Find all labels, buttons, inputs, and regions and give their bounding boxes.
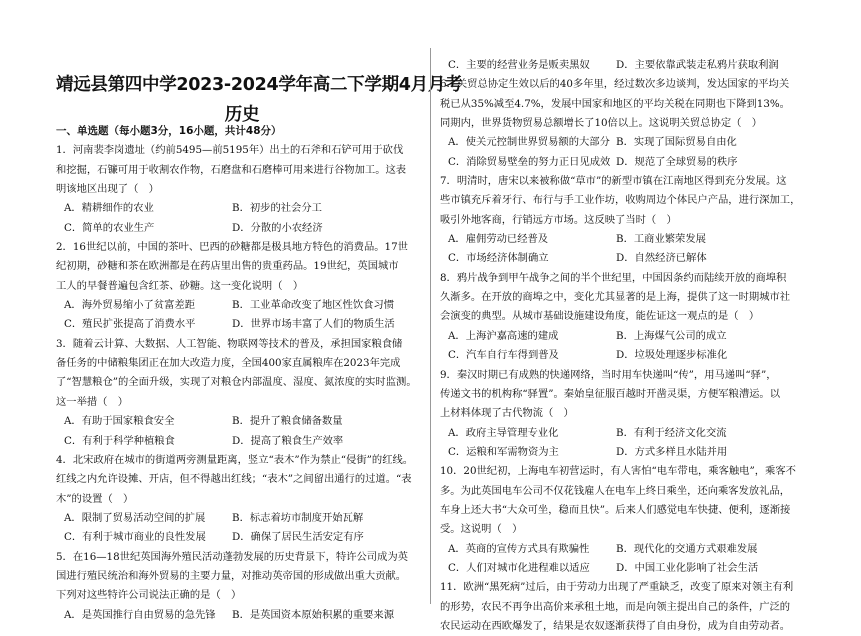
answer-options-row <box>56 315 428 334</box>
answer-option: B．上海煤气公司的成立 <box>616 329 727 342</box>
question-text-line: 会演变的典型。从城市基础设施建设角度，能佐证这一观点的是（ ） <box>440 310 760 323</box>
answer-option: B．有利于经济文化交流 <box>616 426 727 439</box>
answer-option: D．主要依靠武装走私鸦片获取利润 <box>616 59 779 71</box>
answer-options-row <box>440 56 812 75</box>
answer-option: A．海外贸易缩小了贫富差距 <box>64 299 195 312</box>
question-text-line: 和挖掘，石镰可用于收割农作物，石磨盘和石磨棒可用来进行谷物加工。这表 <box>56 163 407 176</box>
right-column <box>440 0 812 632</box>
answer-options-row <box>56 296 428 315</box>
answer-option: C．有利于城市商业的良性发展 <box>64 531 206 544</box>
answer-option: D．提高了粮食生产效率 <box>232 434 344 447</box>
answer-option: A．英商的宣传方式具有欺骗性 <box>448 542 590 555</box>
answer-options-row <box>440 559 812 578</box>
question-text-line: 2．16世纪以前，中国的茶叶、巴西的砂糖都是极具地方特色的消费品。17世 <box>56 241 408 254</box>
answer-option: B．提升了粮食储备数量 <box>232 415 343 428</box>
question-text-line: 税已从35%减至4.7%，发展中国家和地区的平均关税在同期也下降到13%。 <box>440 97 790 110</box>
answer-option: C．主要的经营业务是贩卖黑奴 <box>448 59 590 71</box>
question-text-line: 4．北宋政府在城市的街道两旁测量距离，竖立“表木”作为禁止“侵街”的红线。 <box>56 453 414 466</box>
answer-option: D．自然经济已解体 <box>616 252 707 265</box>
question-text-line: 些市镇充斥着牙行、布行与手工业作坊，收购周边个体民户产品，进行深加工， <box>440 194 801 207</box>
answer-option: C．殖民扩张提高了消费水平 <box>64 318 196 331</box>
answer-options-row <box>440 153 812 172</box>
answer-option: D．规范了全球贸易的秩序 <box>616 155 738 168</box>
answer-options-row <box>440 230 812 249</box>
question-text-line: 明该地区出现了（ ） <box>56 183 159 196</box>
answer-option: B．工商业繁荣发展 <box>616 233 706 246</box>
answer-option: C．消除贸易壁垒的努力正日见成效 <box>448 155 611 168</box>
question-text-line: 纪初期，砂糖和茶在欧洲都是在药店里出售的贵重药品。19世纪，英国城市 <box>56 260 399 273</box>
answer-options-row <box>440 540 812 559</box>
answer-options-row <box>56 199 428 218</box>
section-header: 一、单选题（每小题3分，16小题，共计48分） <box>56 125 282 137</box>
answer-options-row <box>56 509 428 528</box>
question-text-line: 3．随着云计算、大数据、人工智能、物联网等技术的普及，承担国家粮食储 <box>56 337 403 350</box>
answer-options-row <box>56 432 428 451</box>
question-text-line: 11．欧洲“黑死病”过后，由于劳动力出现了严重缺乏，改变了原来对领主有利 <box>440 581 794 594</box>
question-text-line: 10．20世纪初，上海电车初营运时，有人害怕“电车带电，乘客触电”，乘客不 <box>440 465 796 478</box>
answer-option: A．政府主导管理专业化 <box>448 426 559 439</box>
question-text-line: 同期内，世界货物贸易总额增长了10倍以上。这说明关贸总协定（ ） <box>440 117 763 130</box>
answer-option: D．方式多样且水陆并用 <box>616 445 728 458</box>
answer-option: D．分散的小农经济 <box>232 221 323 234</box>
answer-options-row <box>440 443 812 462</box>
answer-option: D．世界市场丰富了人们的物质生活 <box>232 318 395 331</box>
question-text-line: 吸引外地客商，行销远方市场。这反映了当时（ ） <box>440 213 677 226</box>
question-text-line: 久渐多。在开放的商埠之中，变化尤其显著的是上海，提供了这一时期城市社 <box>440 291 791 304</box>
question-text-line: 上材料体现了古代物流（ ） <box>440 407 574 420</box>
answer-option: D．确保了居民生活安定有序 <box>232 531 364 544</box>
question-text-line: 木”的设置（ ） <box>56 492 134 505</box>
question-text-line: 备任务的中储粮集团正在加大改造力度，全国400家直属粮库在2023年完成 <box>56 357 401 370</box>
answer-options-row <box>56 606 428 625</box>
question-text-line: 7．明清时，唐宋以来被称做“草市”的新型市镇在江南地区得到充分发展。这 <box>440 175 787 188</box>
question-text-line: 受。这说明（ ） <box>440 523 523 536</box>
question-text-line: 下列对这些特许公司说法正确的是（ ） <box>56 589 242 602</box>
question-text-line: 红线之内允许设摊、开店，但不得越出红线；“表木”之间留出通行的过道。“表 <box>56 473 412 486</box>
question-text-line: 8．鸦片战争到甲午战争之间的半个世纪里，中国因条约而陆续开放的商埠积 <box>440 271 787 284</box>
question-text-line: 这一举措（ ） <box>56 395 129 408</box>
question-text-line: 传递文书的机构称“驿置”。秦始皇征服百越时开凿灵渠，方便军粮漕运。以 <box>440 387 781 400</box>
question-text-line: 的形势，农民不再争出高价来承租土地，而是向领主提出自己的条件，广泛的 <box>440 600 791 613</box>
answer-option: C．人们对城市化进程难以适应 <box>448 561 590 574</box>
answer-option: B．是英国资本原始积累的重要来源 <box>232 608 395 621</box>
left-column-content <box>56 122 428 625</box>
answer-options-row <box>440 327 812 346</box>
question-text-line: 车身上还大书“大众可坐，稳而且快”。后来人们感觉电车快捷、便利，逐渐接 <box>440 503 791 516</box>
question-text-line: 多。为此英国电车公司不仅花钱雇人在电车上终日乘坐，还向乘客发放礼品， <box>440 484 791 497</box>
answer-options-row <box>440 249 812 268</box>
column-divider <box>430 48 431 604</box>
answer-option: B．标志着坊市制度开始瓦解 <box>232 511 364 524</box>
answer-option: A．限制了贸易活动空间的扩展 <box>64 511 206 524</box>
answer-option: A．使关元控制世界贸易额的大部分 <box>448 136 610 149</box>
right-column-content <box>440 56 812 636</box>
question-text-line: 工人的早餐普遍包含红茶、砂糖。这一变化说明（ ） <box>56 279 304 292</box>
answer-option: B．工业革命改变了地区性饮食习惯 <box>232 299 395 312</box>
answer-options-row <box>440 424 812 443</box>
exam-title: 靖远县第四中学2023-2024学年高二下学期4月月考 <box>56 75 463 95</box>
question-text-line: 了“智慧粮仓”的全面升级，实现了对粮仓内部温度、湿度、氮浓度的实时监测。 <box>56 376 417 389</box>
answer-options-row <box>56 412 428 431</box>
subject-title: 历史 <box>224 105 260 125</box>
answer-option: C．运粮和军需物资为主 <box>448 445 559 458</box>
question-text-line: 6．关贸总协定生效以后的40多年里，经过数次多边谈判，发达国家的平均关 <box>440 78 790 91</box>
answer-option: B．现代化的交通方式艰难发展 <box>616 542 758 555</box>
question-text-line: 9．秦汉时期已有成熟的快递网络，当时用车快递叫“传”，用马递叫“驿”， <box>440 368 777 381</box>
question-text-line: 5．在16—18世纪英国海外殖民活动蓬勃发展的历史背景下，特许公司成为英 <box>56 550 408 563</box>
left-column <box>56 0 463 621</box>
answer-option: A．有助于国家粮食安全 <box>64 415 175 428</box>
answer-option: A．雇佣劳动已经普及 <box>448 233 549 246</box>
answer-option: D．垃圾处理逐步标准化 <box>616 349 728 362</box>
answer-options-row <box>56 219 428 238</box>
answer-option: A．是英国推行自由贸易的急先锋 <box>64 608 216 621</box>
answer-option: A．上海沪嘉高速的建成 <box>448 329 559 342</box>
question-text-line: 1．河南裴李岗遗址（约前5495—前5195年）出土的石斧和石铲可用于砍伐 <box>56 144 404 157</box>
question-text-line: 农民运动在西欧爆发了，结果是农奴逐渐获得了自由身份，成为自由劳动者。 <box>440 619 791 632</box>
answer-options-row <box>440 346 812 365</box>
answer-option: B．初步的社会分工 <box>232 202 322 215</box>
answer-option: C．汽车自行车得到普及 <box>448 349 559 362</box>
answer-option: B．实现了国际贸易自由化 <box>616 136 737 149</box>
answer-option: A．精耕细作的农业 <box>64 202 154 215</box>
answer-options-row <box>56 528 428 547</box>
answer-option: C．有利于科学种植粮食 <box>64 434 175 447</box>
question-text-line: 国进行殖民统治和海外贸易的主要力量，对推动英帝国的形成做出重大贡献。 <box>56 569 407 582</box>
answer-options-row <box>440 133 812 152</box>
answer-option: C．简单的农业生产 <box>64 221 155 234</box>
answer-option: D．中国工业化影响了社会生活 <box>616 561 759 574</box>
answer-option: C．市场经济体制确立 <box>448 252 549 265</box>
